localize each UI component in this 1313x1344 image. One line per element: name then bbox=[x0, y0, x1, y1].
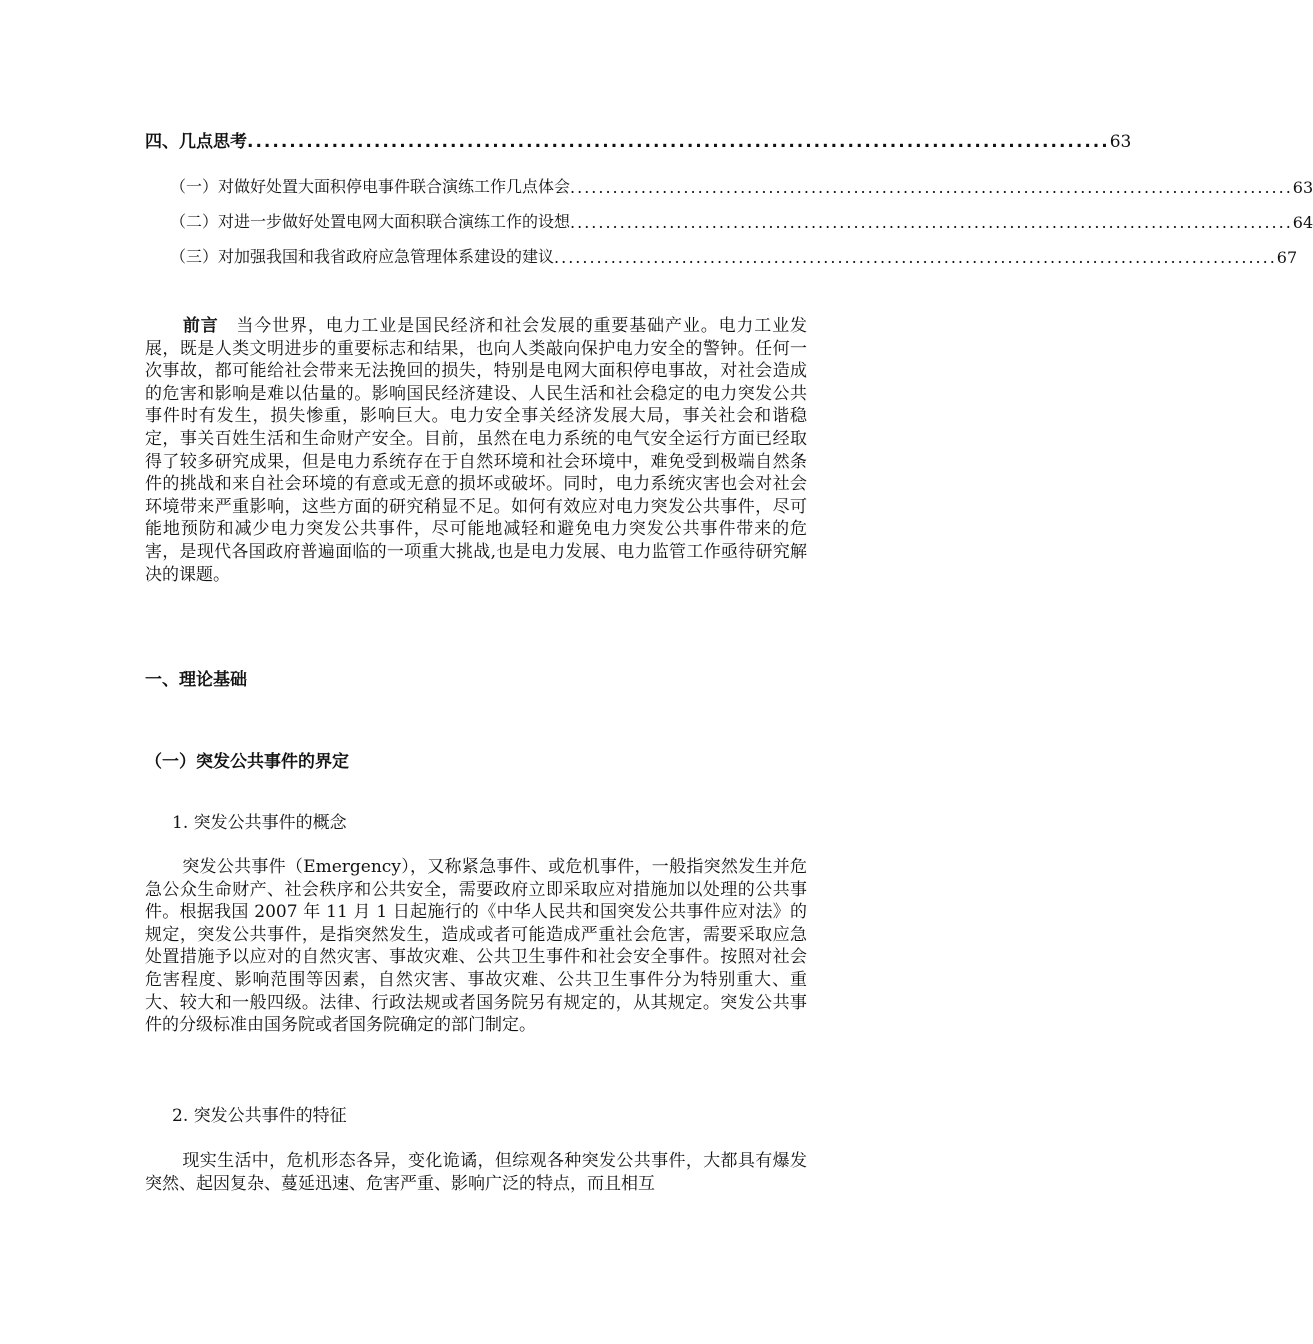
toc-page-number: 64 bbox=[1292, 213, 1313, 232]
item-heading-2: 2. 突发公共事件的特征 bbox=[172, 1106, 347, 1126]
item-heading-1: 1. 突发公共事件的概念 bbox=[172, 813, 347, 833]
subsection-title: （一）突发公共事件的界定 bbox=[145, 752, 349, 772]
body-paragraph-2-text: 现实生活中，危机形态各异，变化诡谲，但综观各种突发公共事件，大都具有爆发突然、起因复杂、蔓延迅速、危害严重、影响广泛的特点，而且相互 bbox=[145, 1151, 807, 1194]
section-title: 一、理论基础 bbox=[145, 670, 247, 690]
toc-leader-dots: ...................................................................................................... bbox=[247, 132, 1110, 152]
preface-label: 前言 bbox=[182, 316, 219, 336]
toc-entry-label: （二）对进一步做好处置电网大面积联合演练工作的设想 bbox=[170, 212, 571, 231]
toc-leader-dots: ...................................................................................................... bbox=[570, 213, 1293, 232]
body-paragraph-1 bbox=[145, 856, 807, 1037]
preface-paragraph bbox=[145, 315, 807, 586]
toc-entry-label: （一）对做好处置大面积停电事件联合演练工作几点体会 bbox=[170, 177, 571, 196]
preface-text: 当今世界，电力工业是国民经济和社会发展的重要基础产业。电力工业发展，既是人类文明进步的重要标志和结果，也向人类敲向保护电力安全的警钟。任何一次事故，都可能给社会带来无法挽回的损失，特别是电网大面积停电事故，对社会造成的危害和影响是难以估量的。影响国民经济建设、人民生活和社会稳定的电力突发公共事件时有发生，损失惨重，影响巨大。电力安全事关经济发展大局，事关社会和谐稳定，事关百姓生活和生命财产安全。目前，虽然在电力系统的电气安全运行方面已经取得了较多研究成果，但是电力系统存在于自然环境和社会环境中，难免受到极端自然条件的挑战和来自社会环境的有意或无意的损坏或破坏。同时，电力系统灾害也会对社会环境带来严重影响，这些方面的研究稍显不足。如何有效应对电力突发公共事件，尽可能地预防和减少电力突发公共事件，尽可能地减轻和避免电力突发公共事件带来的危害，是现代各国政府普遍面临的一项重大挑战,也是电力发展、电力监管工作亟待研究解决的课题。 bbox=[145, 316, 808, 585]
toc-entry-2[interactable] bbox=[170, 209, 1313, 232]
toc-page-number: 67 bbox=[1276, 248, 1298, 267]
toc-entry-label: （三）对加强我国和我省政府应急管理体系建设的建议 bbox=[170, 247, 555, 266]
toc-entry-main[interactable] bbox=[145, 127, 1132, 152]
body-paragraph-2 bbox=[145, 1150, 807, 1195]
toc-page-number: 63 bbox=[1109, 132, 1132, 152]
toc-leader-dots: ...................................................................................................... bbox=[554, 248, 1277, 267]
toc-page-number: 63 bbox=[1292, 178, 1313, 197]
body-paragraph-1-text: 突发公共事件（Emergency），又称紧急事件、或危机事件，一般指突然发生并危急公众生命财产、社会秩序和公共安全，需要政府立即采取应对措施加以处理的公共事件。根据我国 2007 年 11 月 1 日起施行的《中华人民共和国突发公共事件应对法》的规定，突发公共事件，是指突然发生，造成或者可能造成严重社会危害，需要采取应急处置措施予以应对的自然灾害、事故灾难、公共卫生事件和社会安全事件。按照对社会危害程度、影响范围等因素，自然灾害、事故灾难、公共卫生事件分为特别重大、重大、较大和一般四级。法律、行政法规或者国务院另有规定的，从其规定。突发公共事件的分级标准由国务院或者国务院确定的部门制定。 bbox=[145, 857, 807, 1036]
toc-leader-dots: ...................................................................................................... bbox=[570, 178, 1293, 197]
toc-entry-label: 四、几点思考 bbox=[145, 132, 247, 152]
toc-entry-3[interactable] bbox=[170, 244, 1298, 267]
toc-entry-1[interactable] bbox=[170, 174, 1313, 197]
